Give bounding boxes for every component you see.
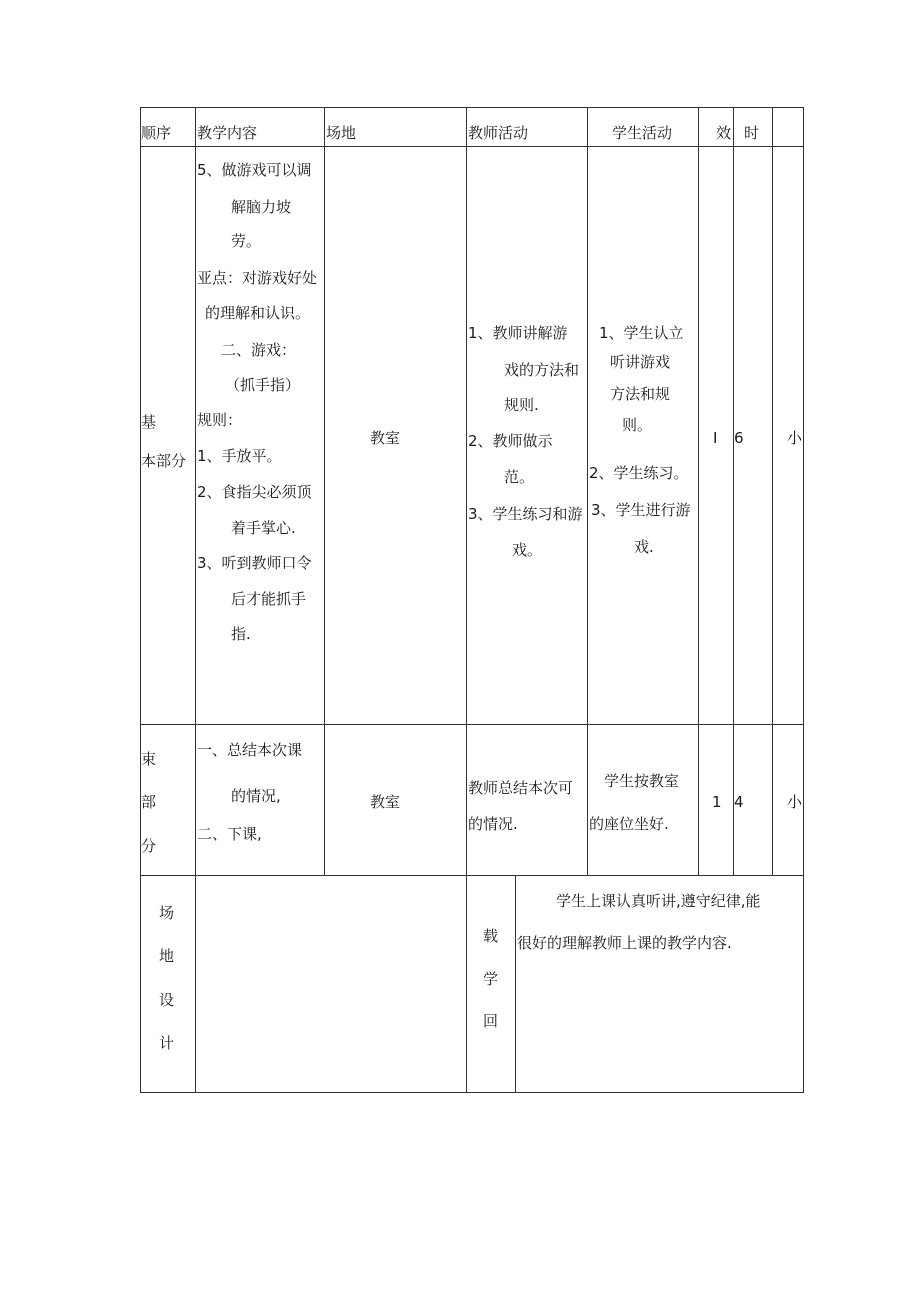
end-content-line: 一、总结本次课 (197, 741, 303, 759)
basic-col-2-value: 6 (734, 429, 744, 447)
review-label-char: 回 (483, 1012, 499, 1030)
table-row-divider (140, 724, 804, 725)
design-label-char: 设 (159, 991, 175, 1009)
basic-content-line: 1、手放平。 (197, 447, 282, 465)
basic-venue: 教室 (370, 429, 401, 447)
basic-content-line: 5、做游戏可以调 (197, 161, 312, 179)
end-section-label-2: 部 (141, 793, 157, 811)
basic-student-line: 听讲游戏 (610, 353, 671, 371)
design-label-char: 计 (159, 1034, 175, 1052)
table-row-divider (140, 875, 804, 876)
basic-content-line: 劳。 (231, 232, 262, 250)
basic-student-line: 2、学生练习。 (589, 464, 689, 482)
basic-section-label-1: 基 (141, 413, 157, 431)
header-col-1: 效 (716, 124, 732, 142)
header-student-activity: 学生活动 (612, 124, 673, 142)
basic-teacher-line: 规则. (504, 396, 539, 414)
review-text-line: 学生上课认真听讲,遵守纪律,能 (556, 892, 761, 910)
col-divider (195, 107, 196, 1093)
basic-teacher-line: 2、教师做示 (468, 432, 553, 450)
basic-teacher-line: 戏。 (512, 541, 543, 559)
end-teacher-line: 的情况. (468, 815, 518, 833)
table-border-bottom (140, 1092, 804, 1093)
basic-content-line: （抓手指） (225, 376, 301, 394)
basic-content-line: 规则： (197, 411, 243, 429)
basic-content-line: 2、食指尖必须顶 (197, 483, 312, 501)
col-divider (515, 876, 516, 1093)
basic-student-line: 则。 (622, 416, 653, 434)
end-content-line: 二、下课, (197, 825, 262, 843)
table-border-right (803, 107, 804, 1093)
end-venue: 教室 (370, 793, 401, 811)
basic-col-3-value: 小 (787, 429, 803, 447)
header-venue: 场地 (326, 124, 357, 142)
end-content-line: 的情况, (231, 787, 281, 805)
review-label-char: 载 (483, 927, 499, 945)
end-col-3-value: 小 (787, 793, 803, 811)
col-divider (587, 107, 588, 876)
col-divider (698, 107, 699, 876)
header-content: 教学内容 (197, 124, 258, 142)
end-section-label-3: 分 (141, 837, 157, 855)
basic-content-line: 解脑力坡 (231, 198, 292, 216)
col-divider (733, 107, 734, 876)
col-divider (324, 107, 325, 876)
basic-col-1-value: I (713, 429, 718, 447)
basic-content-line: 的理解和认识。 (205, 304, 311, 322)
end-col-2-value: 4 (734, 793, 744, 811)
review-text-line: 很好的理解教师上课的教学内容. (517, 934, 732, 952)
basic-content-line: 着手掌心. (231, 519, 296, 537)
basic-teacher-line: 1、教师讲解游 (468, 324, 568, 342)
end-col-1-value: 1 (712, 793, 722, 811)
col-divider (466, 107, 467, 1093)
end-student-line: 的座位坐好. (589, 815, 669, 833)
table-border-left (140, 107, 141, 1093)
basic-teacher-line: 3、学生练习和游 (468, 505, 583, 523)
end-teacher-line: 教师总结本次可 (468, 779, 574, 797)
basic-student-line: 戏. (634, 538, 654, 556)
table-border-top (140, 107, 804, 108)
review-label-char: 学 (483, 970, 499, 988)
basic-teacher-line: 戏的方法和 (504, 361, 580, 379)
basic-student-line: 方法和规 (610, 385, 671, 403)
table-header-divider (140, 146, 804, 147)
header-teacher-activity: 教师活动 (468, 124, 529, 142)
end-section-label-1: 束 (141, 750, 157, 768)
basic-student-line: 3、学生进行游 (591, 501, 691, 519)
basic-content-line: 后才能抓手 (231, 590, 307, 608)
basic-section-label-2: 本部分 (141, 452, 187, 470)
col-divider (772, 107, 773, 876)
basic-content-line: 3、听到教师口令 (197, 554, 312, 572)
design-label-char: 地 (159, 947, 175, 965)
basic-content-line: 二、游戏： (221, 341, 297, 359)
end-student-line: 学生按教室 (604, 772, 680, 790)
basic-teacher-line: 范。 (504, 468, 535, 486)
basic-content-line: 亚点：对游戏好处 (197, 269, 318, 287)
header-col-2: 时 (744, 124, 760, 142)
header-order: 顺序 (141, 124, 172, 142)
design-label-char: 场 (159, 904, 175, 922)
basic-content-line: 指. (231, 625, 251, 643)
basic-student-line: 1、学生认立 (599, 324, 684, 342)
